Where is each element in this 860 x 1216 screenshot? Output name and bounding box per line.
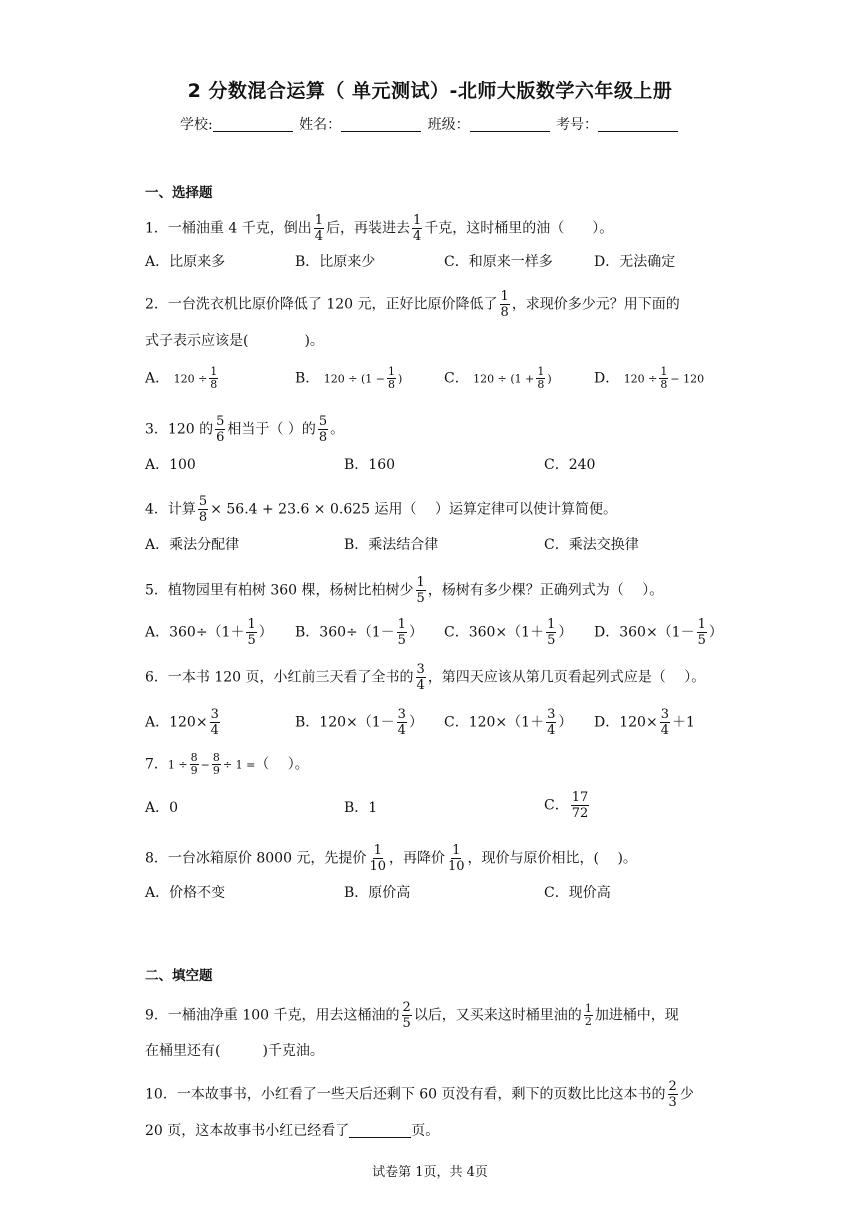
q3-text-b: 相当于（ ）的: [227, 421, 316, 438]
q9-text-b: 以后，又买来这时桶里油的: [413, 1007, 582, 1024]
q8-text-a: 8．一台冰箱原价 8000 元，先提价: [145, 850, 367, 867]
q5-option-d[interactable]: D．360×（1－ $\frac{1}{5}$ ）: [594, 617, 723, 648]
fraction: $\frac{3}{4}$: [416, 662, 425, 693]
question-2: [145, 289, 680, 320]
fraction: $\frac{1}{5}$: [697, 617, 706, 648]
fraction: $\frac{5}{6}$: [216, 414, 225, 445]
q2-text-a: 2．一台洗衣机比原价降低了 120 元，正好比原价降低了: [145, 296, 498, 313]
question-7: [145, 752, 309, 777]
q10-text-line2: [145, 1121, 439, 1141]
exam-no-blank[interactable]: [598, 117, 678, 132]
q3-option-c[interactable]: C．240: [544, 457, 596, 473]
q5-option-a[interactable]: A．360÷（1＋ $\frac{1}{5}$ ）: [145, 617, 273, 648]
q3-option-a[interactable]: A．100: [145, 457, 196, 473]
fraction: $\frac{8}{9}$: [212, 751, 220, 777]
q2-option-d[interactable]: D． 120 ÷ $\frac{1}{8}$ − 120: [594, 365, 705, 391]
fraction: $\frac{2}{3}$: [668, 1079, 677, 1110]
q3-text-a: 3．120 的: [145, 421, 214, 438]
name-blank[interactable]: [341, 117, 421, 132]
q7-expr-b: −: [200, 758, 210, 772]
fraction: $\frac{5}{8}$: [198, 494, 208, 525]
fraction: $\frac{17}{72}$: [571, 790, 589, 821]
q6-option-b[interactable]: B．120×（1－ $\frac{3}{4}$ ）: [295, 707, 423, 738]
fraction: $\frac{1}{8}$: [537, 365, 545, 391]
q10-text-d: 页。: [411, 1123, 440, 1139]
fraction: $\frac{3}{4}$: [397, 707, 406, 738]
q7-option-c[interactable]: C． $\frac{17}{72}$: [544, 790, 589, 821]
class-blank[interactable]: [470, 117, 550, 132]
fraction: $\frac{1}{4}$: [314, 213, 323, 244]
q7-expr-c: ÷ 1 =: [222, 758, 256, 772]
fraction: $\frac{1}{4}$: [413, 213, 422, 244]
q2-option-b[interactable]: B． 120 ÷ (1 − $\frac{1}{8}$ ): [295, 365, 403, 391]
q10-text-c: 20 页，这本故事书小红已经看了: [145, 1123, 350, 1139]
fraction: $\frac{1}{10}$: [369, 843, 386, 874]
q7-text-b: （ ）。: [255, 756, 309, 773]
q8-option-a[interactable]: A．价格不变: [145, 885, 226, 901]
q8-option-b[interactable]: B．原价高: [344, 885, 411, 901]
fraction: $\frac{1}{5}$: [397, 617, 406, 648]
question-1: [145, 213, 613, 244]
q10-answer-blank[interactable]: [349, 1123, 411, 1138]
q9-text-c: 加进桶中，现: [594, 1007, 679, 1024]
q10-text-a: 10．一本故事书，小红看了一些天后还剩下 60 页没有看，剩下的页数比比这本书的: [145, 1086, 666, 1103]
q2-option-c[interactable]: C． 120 ÷ (1 + $\frac{1}{8}$ ): [444, 365, 552, 391]
question-5: [145, 575, 663, 606]
question-9: [145, 1000, 679, 1031]
q5-text-b: ，杨树有多少棵？正确列式为（ ）。: [427, 582, 664, 599]
fraction: $\frac{1}{8}$: [500, 289, 509, 320]
q7-option-b[interactable]: B．1: [344, 800, 378, 816]
q4-option-c[interactable]: C．乘法交换律: [544, 537, 639, 553]
page-title: 2 分数混合运算（ 单元测试）-北师大版数学六年级上册: [187, 80, 673, 102]
q1-option-c[interactable]: C．和原来一样多: [444, 254, 553, 270]
q8-option-c[interactable]: C．现价高: [544, 885, 611, 901]
fraction: $\frac{3}{4}$: [547, 707, 556, 738]
q1-text-b: 后，再装进去: [326, 220, 410, 237]
fraction: $\frac{1}{2}$: [584, 1002, 592, 1028]
q6-option-a[interactable]: A．120× $\frac{3}{4}$: [145, 707, 219, 738]
question-6: [145, 662, 705, 693]
q8-text-c: ，现价与原价相比，( )。: [467, 850, 637, 867]
q4-option-b[interactable]: B．乘法结合律: [344, 537, 439, 553]
fraction: $\frac{2}{5}$: [402, 1000, 411, 1031]
question-3: [145, 414, 344, 445]
q1-option-b[interactable]: B．比原来少: [295, 254, 376, 270]
q9-text-a: 9．一桶油净重 100 千克，用去这桶油的: [145, 1007, 400, 1024]
fraction: $\frac{3}{4}$: [210, 707, 219, 738]
q8-text-b: ，再降价: [388, 850, 445, 867]
name-label: 姓名：: [299, 117, 342, 133]
fraction: $\frac{1}{10}$: [447, 843, 465, 874]
school-blank[interactable]: [213, 117, 293, 132]
q7-expr-a: 1 ÷: [167, 758, 188, 772]
q6-option-d[interactable]: D．120× $\frac{3}{4}$ ＋1: [594, 707, 695, 738]
q1-option-a[interactable]: A．比原来多: [145, 254, 226, 270]
page-footer: 试卷第 1页，共 4页: [372, 1165, 488, 1180]
section-fill-heading: 二、填空题: [145, 968, 213, 984]
school-label: 学校:: [179, 117, 213, 133]
q7-option-a[interactable]: A．0: [145, 800, 179, 816]
q1-text-c: 千克，这时桶里的油（ ）。: [424, 220, 614, 237]
fraction: $\frac{8}{9}$: [190, 751, 198, 777]
fraction: $\frac{5}{8}$: [318, 414, 328, 445]
q6-text-a: 6．一本书 120 页，小红前三天看了全书的: [145, 669, 414, 686]
q1-text-a: 1．一桶油重 4 千克，倒出: [145, 220, 312, 237]
q3-option-b[interactable]: B．160: [344, 457, 396, 473]
question-4: [145, 494, 617, 525]
q1-option-d[interactable]: D．无法确定: [594, 254, 676, 270]
q5-text-a: 5．植物园里有柏树 360 棵，杨树比柏树少: [145, 582, 414, 599]
fraction: $\frac{1}{8}$: [660, 365, 668, 391]
q5-option-c[interactable]: C．360×（1＋ $\frac{1}{5}$ ）: [444, 617, 573, 648]
q2-text-b: ，求现价多少元？用下面的: [511, 296, 680, 313]
q4-text-a: 4．计算: [145, 501, 196, 518]
q5-option-b[interactable]: B．360÷（1－ $\frac{1}{5}$ ）: [295, 617, 423, 648]
exam-no-label: 考号：: [556, 117, 599, 133]
fraction: $\frac{3}{4}$: [660, 707, 669, 738]
q4-option-a[interactable]: A．乘法分配律: [145, 537, 240, 553]
q3-text-c: 。: [330, 421, 345, 438]
question-8: [145, 843, 637, 874]
fraction: $\frac{1}{5}$: [547, 617, 556, 648]
fraction: $\frac{1}{8}$: [387, 365, 395, 391]
q2-text-line2: 式子表示应该是( )。: [145, 333, 324, 349]
q10-text-b: 少: [679, 1086, 694, 1103]
q6-option-c[interactable]: C．120×（1＋ $\frac{3}{4}$ ）: [444, 707, 573, 738]
q6-text-b: ，第四天应该从第几页看起列式应是（ ）。: [427, 669, 706, 686]
q2-option-a[interactable]: A． 120 ÷ $\frac{1}{8}$: [145, 365, 218, 391]
fraction: $\frac{1}{5}$: [247, 617, 256, 648]
q4-text-b: × 56.4 + 23.6 × 0.625 运用（ ）运算定律可以使计算简便。: [210, 501, 617, 518]
q9-text-line2: 在桶里还有( )千克油。: [145, 1043, 324, 1059]
class-label: 班级：: [427, 117, 470, 133]
fraction: $\frac{1}{5}$: [416, 575, 425, 606]
fraction: $\frac{1}{8}$: [210, 365, 218, 391]
q7-number: 7．: [145, 756, 168, 773]
student-info-line: [0, 114, 860, 134]
question-10: [145, 1079, 694, 1110]
section-choice-heading: 一、选择题: [145, 185, 213, 201]
